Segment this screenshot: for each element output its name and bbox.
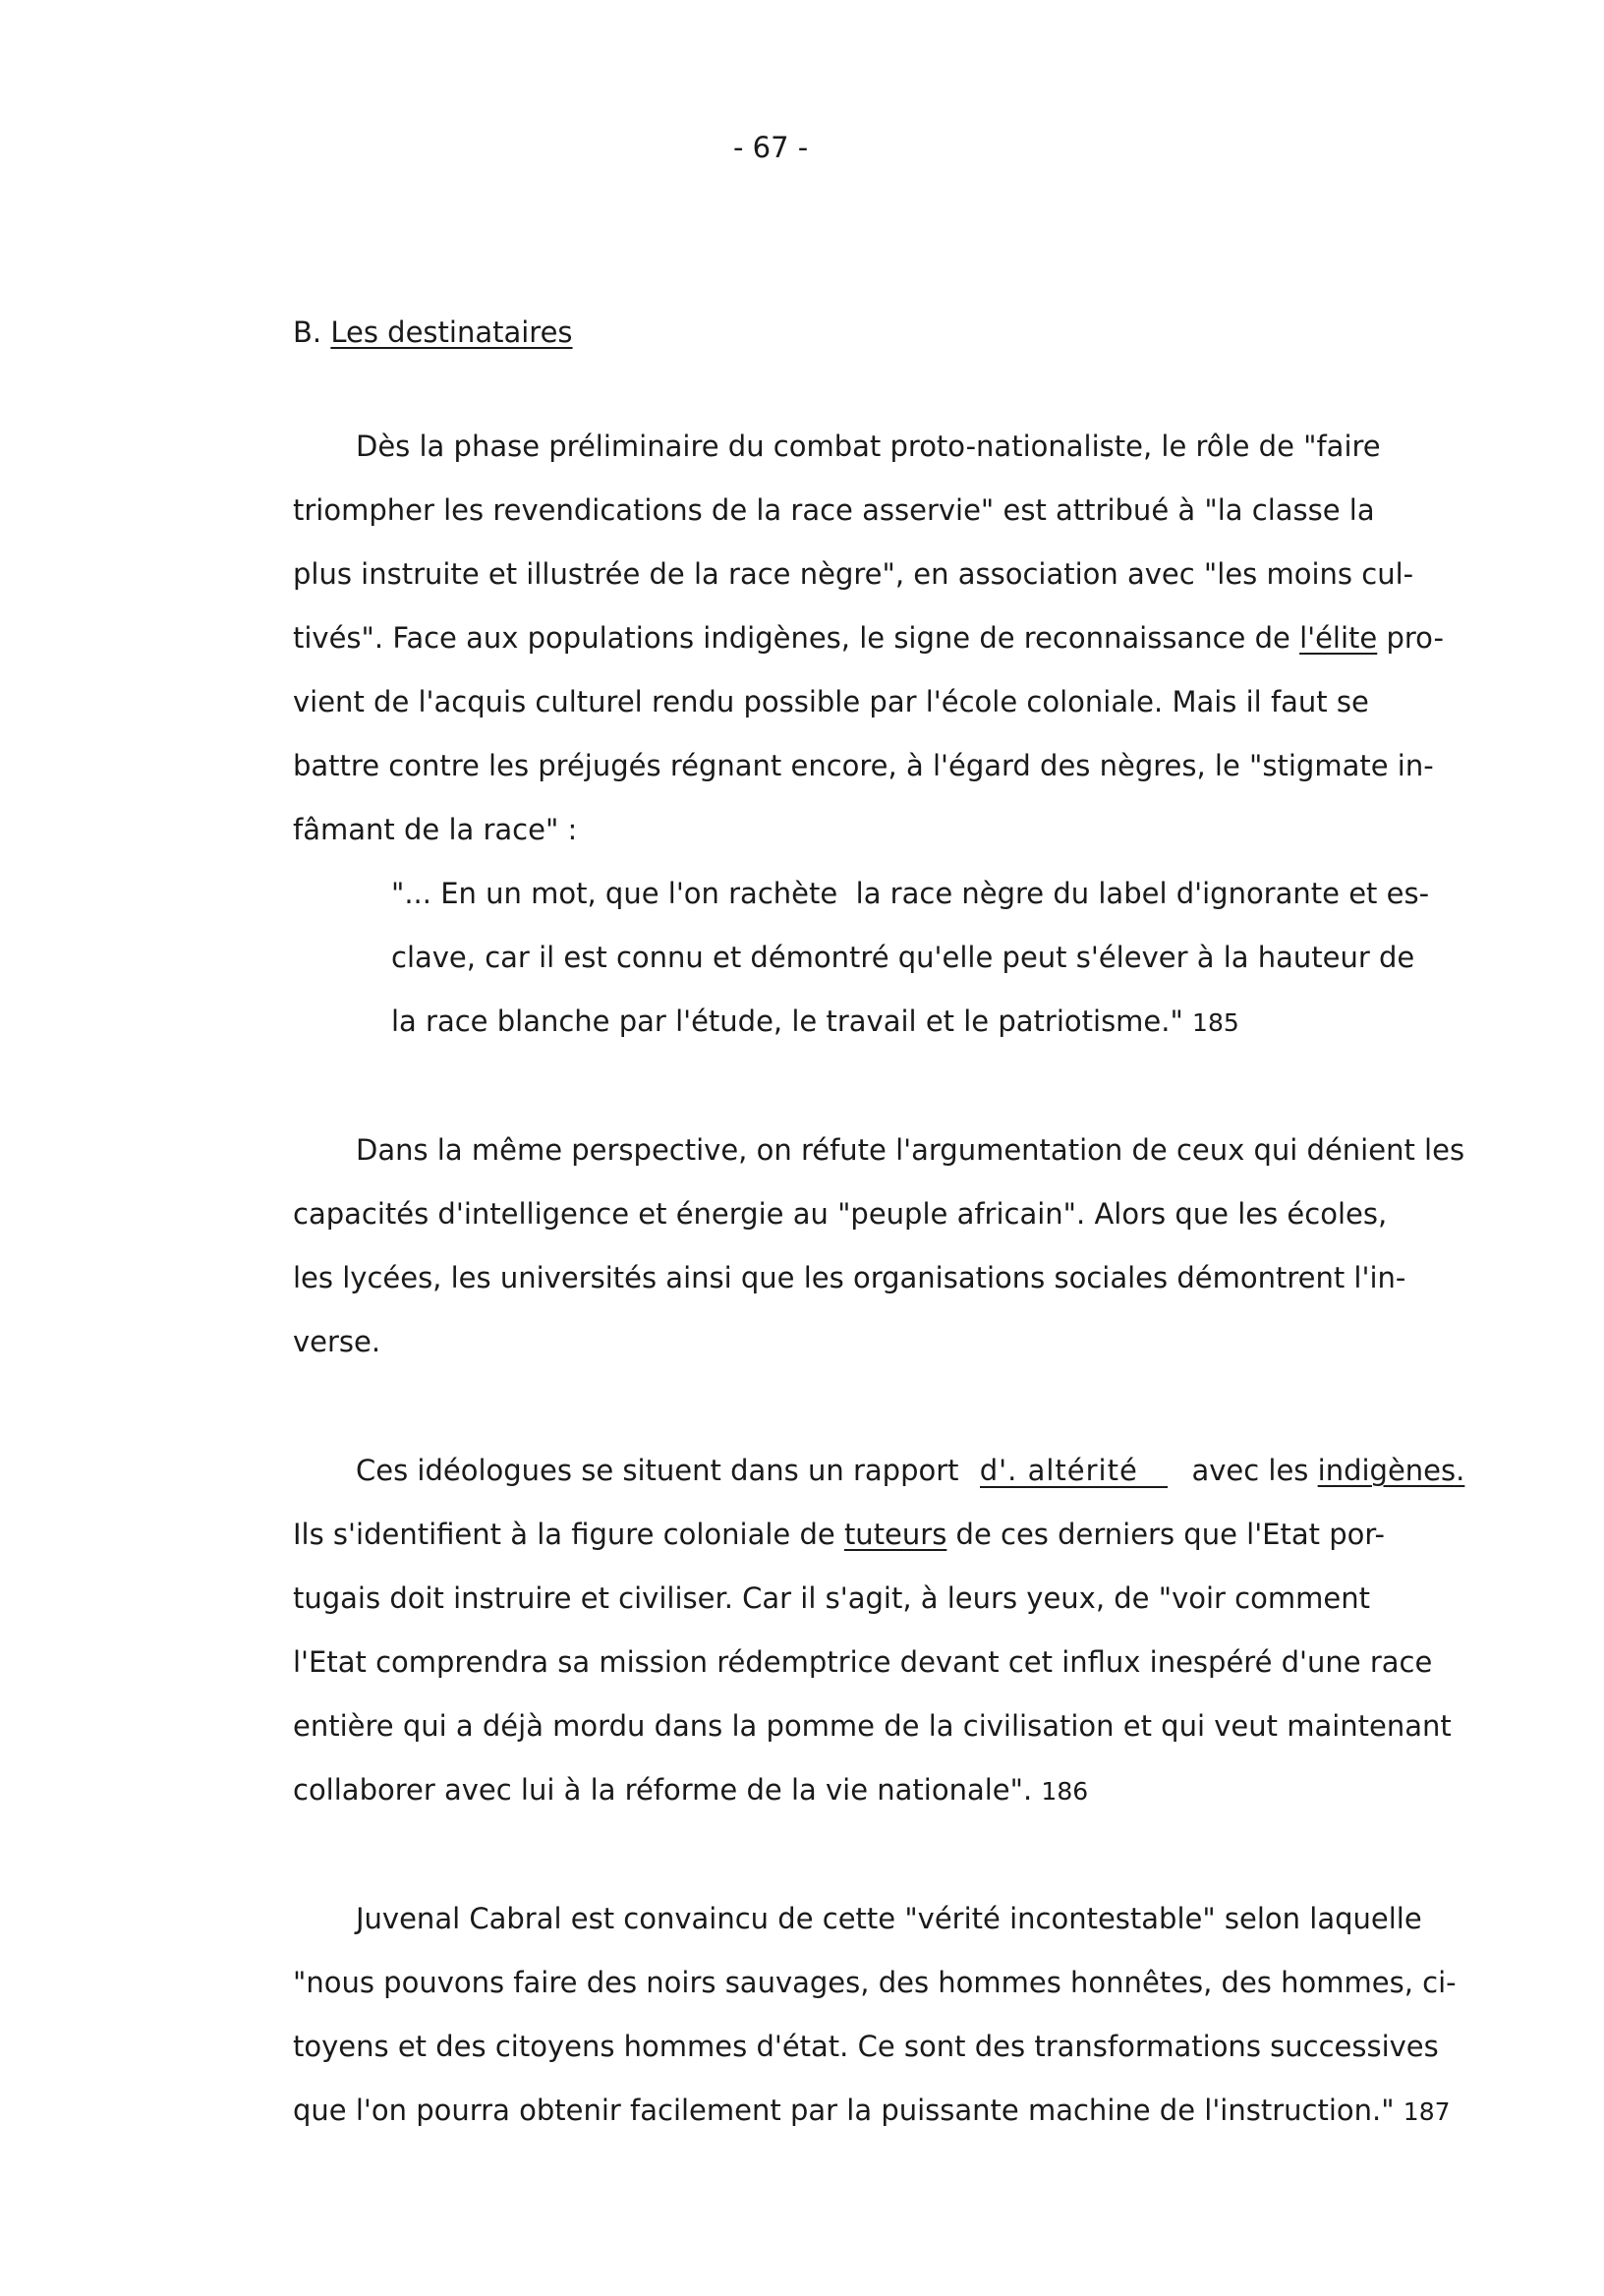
section-letter: B.: [293, 316, 322, 349]
paragraph1-line4: [293, 621, 1444, 655]
footnote-ref-185: 185: [1192, 1008, 1239, 1037]
paragraph4-line1: Juvenal Cabral est convaincu de cette "vérité incontestable" selon laquelle: [356, 1902, 1422, 1935]
paragraph1-line7: fâmant de la race" :: [293, 813, 578, 846]
paragraph3-line3: tugais doit instruire et civiliser. Car il s'agit, à leurs yeux, de "voir comment: [293, 1581, 1370, 1615]
paragraph3-line1-mid: avec les: [1191, 1454, 1318, 1487]
paragraph3-line5: entière qui a déjà mordu dans la pomme de la civilisation et qui veut maintenant: [293, 1709, 1452, 1743]
paragraph1-line2: triompher les revendications de la race asservie" est attribué à "la classe la: [293, 493, 1375, 527]
quote1-line3-text: la race blanche par l'étude, le travail et le patriotisme.": [391, 1004, 1183, 1038]
paragraph3-line1: [356, 1454, 1465, 1488]
alterite-underlined: d'. altérité: [979, 1454, 1138, 1487]
paragraph4-line3: toyens et des citoyens hommes d'état. Ce sont des transformations successives: [293, 2030, 1439, 2063]
paragraph3-line1-text: Ces idéologues se situent dans un rapport: [356, 1454, 968, 1487]
paragraph1-line1: Dès la phase préliminaire du combat proto-nationaliste, le rôle de "faire: [356, 430, 1381, 463]
paragraph4-line4: [293, 2096, 1451, 2125]
paragraph1-line4-end: pro-: [1377, 621, 1444, 655]
paragraph1-line3: plus instruite et illustrée de la race nègre", en association avec "les moins cul-: [293, 557, 1414, 591]
paragraph3-line6: [293, 1773, 1089, 1807]
paragraph3-line6-text: collaborer avec lui à la réforme de la vie nationale".: [293, 1773, 1033, 1807]
footnote-ref-187: 187: [1403, 2097, 1451, 2126]
paragraph2-line4: verse.: [293, 1325, 381, 1358]
paragraph2-line1: Dans la même perspective, on réfute l'argumentation de ceux qui dénient les: [356, 1133, 1465, 1167]
paragraph1-line6: battre contre les préjugés régnant encore, à l'égard des nègres, le "stigmate in-: [293, 749, 1434, 782]
paragraph1-line4-text: tivés". Face aux populations indigènes, le signe de reconnaissance de: [293, 621, 1300, 655]
section-title: Les destinataires: [330, 316, 573, 349]
paragraph3-line2-text: Ils s'identifient à la figure coloniale de: [293, 1518, 844, 1551]
tuteurs-underlined: tuteurs: [843, 1518, 947, 1551]
paragraph2-line3: les lycées, les universités ainsi que les organisations sociales démontrent l'in-: [293, 1261, 1406, 1294]
paragraph1-line5: vient de l'acquis culturel rendu possible par l'école coloniale. Mais il faut se: [293, 685, 1369, 718]
paragraph4-line4-text: que l'on pourra obtenir facilement par la puissante machine de l'instruction.": [293, 2094, 1395, 2127]
quote1-line2: clave, car il est connu et démontré qu'elle peut s'élever à la hauteur de: [391, 941, 1415, 974]
paragraph2-line2: capacités d'intelligence et énergie au "peuple africain". Alors que les écoles,: [293, 1197, 1388, 1231]
footnote-ref-186: 186: [1041, 1777, 1089, 1806]
paragraph4-line2: "nous pouvons faire des noirs sauvages, des hommes honnêtes, des hommes, ci-: [293, 1966, 1457, 1999]
page-number: - 67 -: [733, 131, 809, 164]
paragraph3-line2-end: de ces derniers que l'Etat por-: [946, 1518, 1385, 1551]
paragraph3-line2: [293, 1518, 1385, 1551]
indigenes-underlined: indigènes.: [1317, 1454, 1465, 1487]
elite-underlined: l'élite: [1299, 621, 1378, 655]
quote1-line1: "... En un mot, que l'on rachète la race nègre du label d'ignorante et es-: [391, 877, 1430, 910]
quote1-line3: [391, 1004, 1239, 1038]
section-heading: [293, 318, 573, 347]
paragraph3-line4: l'Etat comprendra sa mission rédemptrice devant cet influx inespéré d'une race: [293, 1645, 1433, 1679]
